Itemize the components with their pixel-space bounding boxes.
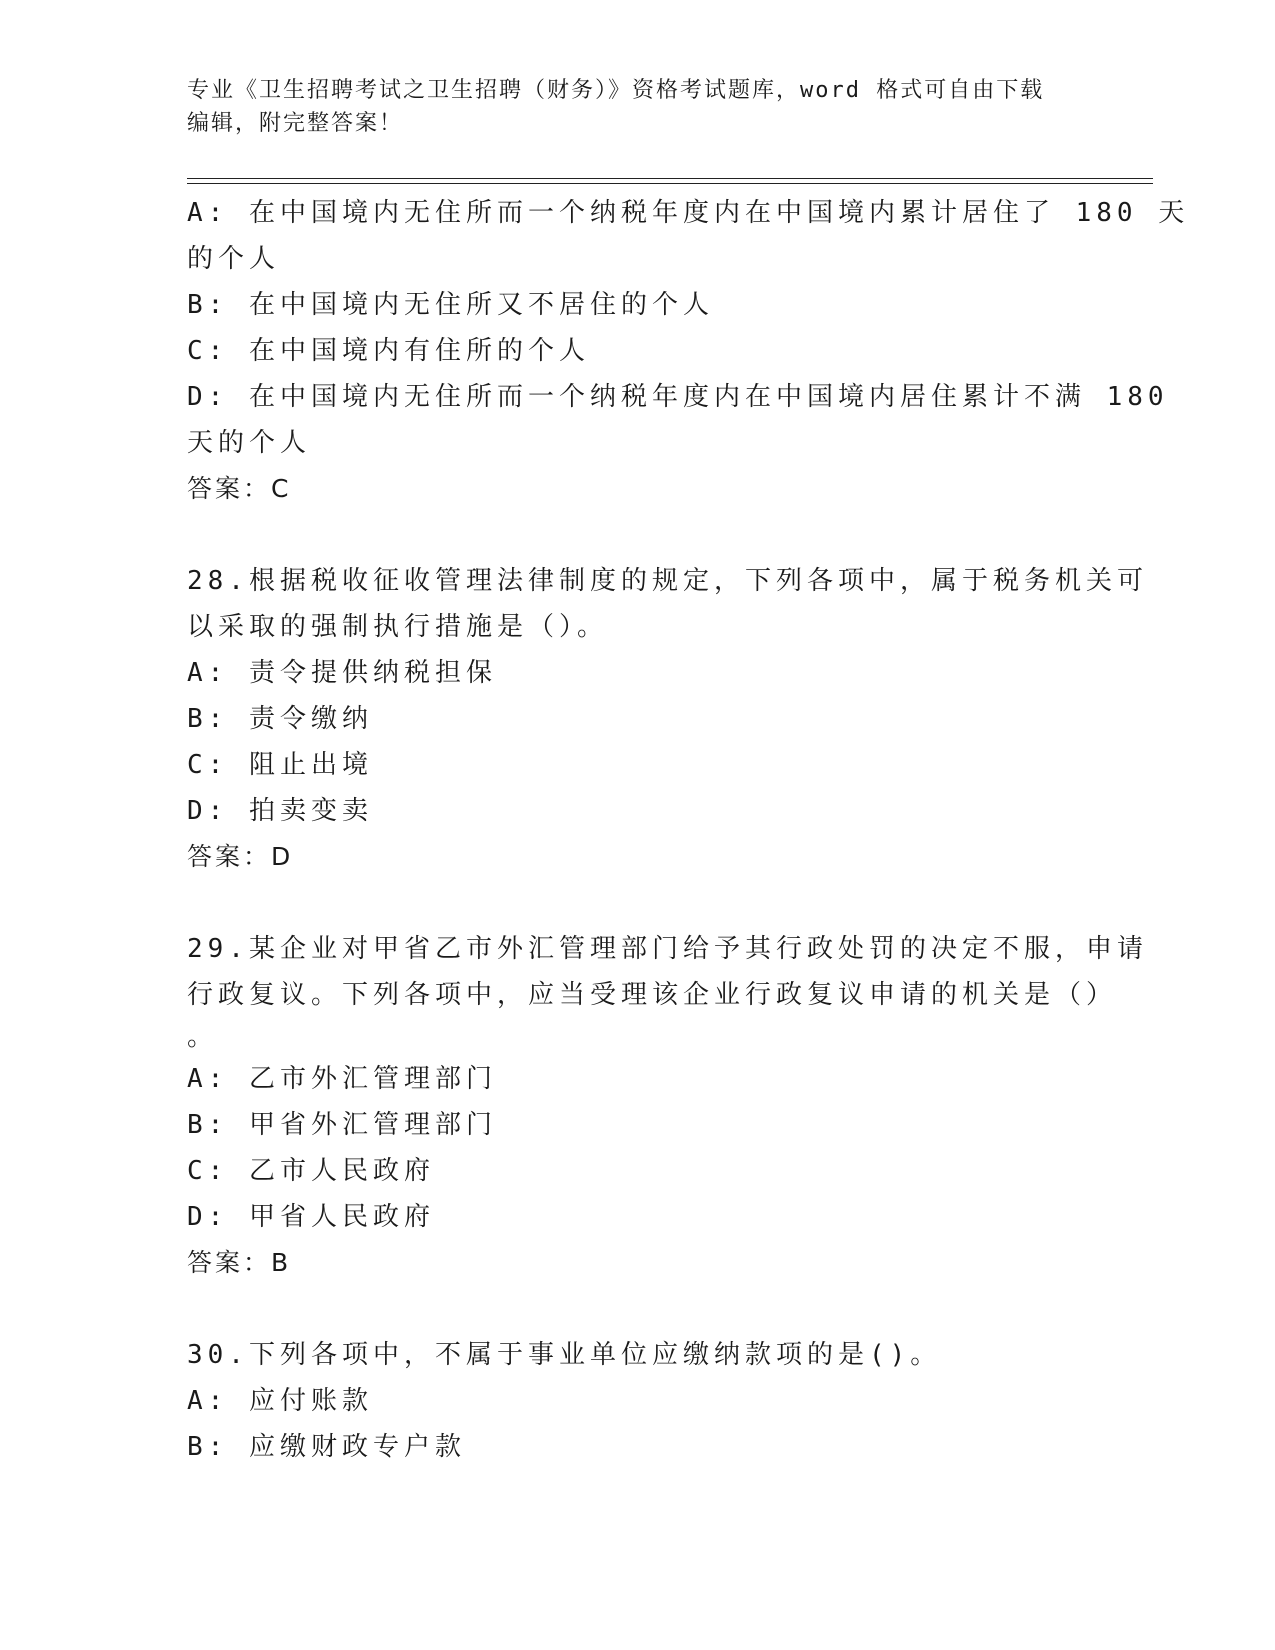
option-b: B: 责令缴纳 — [187, 704, 373, 734]
spacer — [187, 1286, 1067, 1332]
question-stem: 29.某企业对甲省乙市外汇管理部门给予其行政处罚的决定不服，申请 — [187, 934, 1148, 964]
option-a: A: 乙市外汇管理部门 — [187, 1064, 497, 1094]
question-29 — [187, 926, 1148, 1286]
option-c: C: 在中国境内有住所的个人 — [187, 336, 590, 366]
question-30 — [187, 1332, 1067, 1470]
option-b: B: 甲省外汇管理部门 — [187, 1110, 497, 1140]
option-a: A: 应付账款 — [187, 1386, 373, 1416]
question-stem-end: 。 — [187, 1022, 219, 1052]
option-c: C: 乙市人民政府 — [187, 1156, 435, 1186]
question-stem-continued: 以采取的强制执行措施是（）。 — [187, 612, 609, 642]
option-d: D: 拍卖变卖 — [187, 796, 373, 826]
option-a: A: 在中国境内无住所而一个纳税年度内在中国境内累计居住了 180 天 — [187, 198, 1190, 228]
option-a: A: 责令提供纳税担保 — [187, 658, 497, 688]
header-line: 专业《卫生招聘考试之卫生招聘（财务）》资格考试题库，word 格式可自由下载 — [187, 78, 1045, 103]
option-c: C: 阻止出境 — [187, 750, 373, 780]
option-b: B: 在中国境内无住所又不居住的个人 — [187, 290, 714, 320]
answer: 答案：B — [187, 1248, 292, 1277]
question-list — [187, 190, 1190, 1470]
document-header — [187, 74, 1067, 140]
option-d: D: 甲省人民政府 — [187, 1202, 435, 1232]
option-d-continued: 天的个人 — [187, 428, 312, 458]
answer: 答案：C — [187, 474, 292, 503]
spacer — [187, 880, 1067, 926]
option-a-continued: 的个人 — [187, 244, 281, 274]
question-stem-continued: 行政复议。下列各项中，应当受理该企业行政复议申请的机关是（） — [187, 980, 1118, 1010]
question-stem: 30.下列各项中，不属于事业单位应缴纳款项的是()。 — [187, 1340, 942, 1370]
spacer — [187, 512, 1067, 558]
option-b: B: 应缴财政专户款 — [187, 1432, 466, 1462]
question-27 — [187, 190, 1190, 512]
question-28 — [187, 558, 1148, 880]
option-d: D: 在中国境内无住所而一个纳税年度内在中国境内居住累计不满 180 — [187, 382, 1169, 412]
header-line: 编辑，附完整答案！ — [187, 111, 404, 136]
question-stem: 28.根据税收征收管理法律制度的规定，下列各项中，属于税务机关可 — [187, 566, 1148, 596]
header-divider — [187, 178, 1153, 184]
answer: 答案：D — [187, 842, 294, 871]
